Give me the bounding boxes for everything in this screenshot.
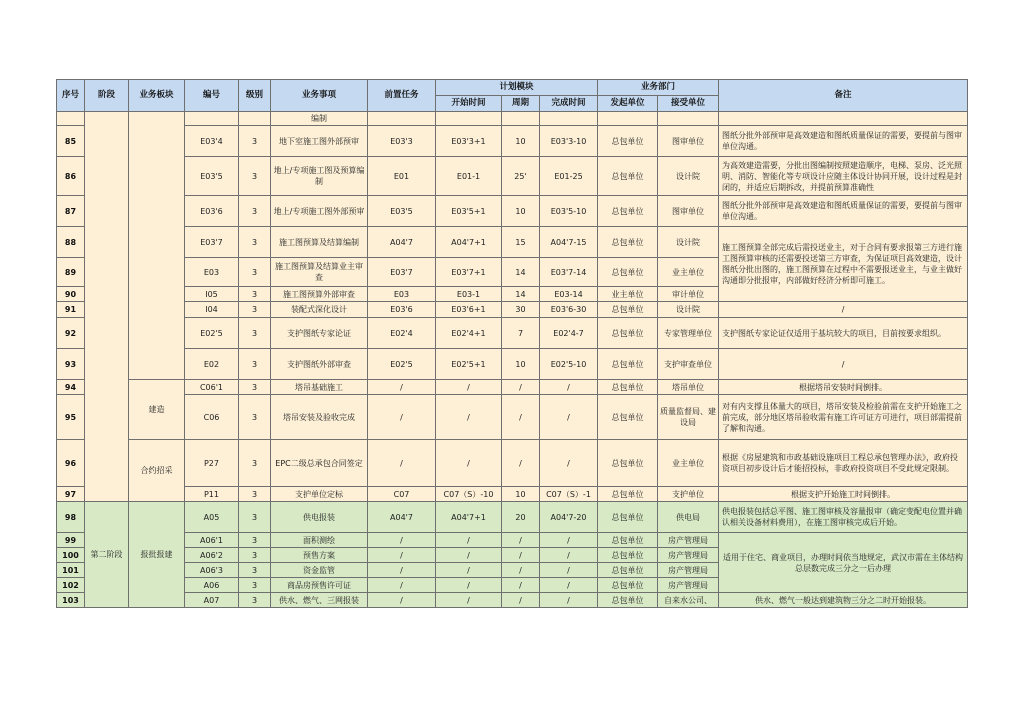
cell-start: E02'4+1 [436,318,502,349]
cell-pre: / [368,440,436,487]
stage-cell-second: 第二阶段 [85,502,129,608]
table-row [57,227,968,258]
cell-item: 施工图预算及结算编制 [271,227,368,258]
cell-receiver: 业主单位 [658,258,719,287]
cell-start: E01-1 [436,157,502,196]
cell-receiver: 房产管理局 [658,563,719,578]
cell-initiator: 总包单位 [598,548,658,563]
cell-pre: A04'7 [368,227,436,258]
cell-remark: 图纸分批外部预审是高效建造和图纸质量保证的需要，要提前与图审单位沟通。 [719,126,968,157]
cell-finish: / [540,395,598,440]
cell-initiator: 总包单位 [598,126,658,157]
cell-period [502,112,540,126]
header-receiver: 接受单位 [658,96,719,112]
cell-level: 3 [239,126,271,157]
cell-code: E03'6 [185,196,239,227]
cell-pre: / [368,533,436,548]
cell-level: 3 [239,227,271,258]
cell-initiator [598,112,658,126]
cell-receiver: 自来水公司、 [658,593,719,608]
cell-initiator: 总包单位 [598,157,658,196]
cell-period: 10 [502,196,540,227]
header-seq: 序号 [57,80,85,112]
header-plan: 计划模块 [436,80,598,96]
cell-finish: / [540,578,598,593]
cell-level: 3 [239,318,271,349]
table-row [57,380,968,395]
cell-no: 102 [57,578,85,593]
cell-receiver: 图审单位 [658,126,719,157]
cell-code: I05 [185,287,239,302]
cell-pre: E03 [368,287,436,302]
header-pre: 前置任务 [368,80,436,112]
table-row [57,487,968,502]
cell-receiver: 专家管理单位 [658,318,719,349]
cell-code: A06'3 [185,563,239,578]
sector-cell-build: 建造 [129,380,185,440]
cell-remark: 供水、燃气一般达到建筑物三分之二时开始报装。 [719,593,968,608]
cell-receiver: 支护审查单位 [658,349,719,380]
header-sector: 业务板块 [129,80,185,112]
cell-finish: E02'4-7 [540,318,598,349]
sector-cell-report: 报批报建 [129,502,185,608]
cell-no: 94 [57,380,85,395]
cell-receiver: 塔吊单位 [658,380,719,395]
cell-start: / [436,578,502,593]
cell-remark: 适用于住宅、商业项目，办理时间依当地规定，武汉市需在主体结构总层数完成三分之一后办理 [719,533,968,593]
sector-cell-contract: 合约招采 [129,440,185,502]
cell-no: 95 [57,395,85,440]
table-row [57,533,968,548]
cell-remark: 施工图预算全部完成后需投送业主，对于合同有要求报第三方进行施工图预算审核的还需要投送第三方审查，为保证项目高效建造，设计图纸分批出图的，施工图预算在过程中不需要报送业主，与业主做好沟通即分批报审，内部做好经济分析即可施工。 [719,227,968,302]
cell-initiator: 总包单位 [598,349,658,380]
cell-start: E03-1 [436,287,502,302]
cell-code: E03 [185,258,239,287]
stage-cell-blank [85,112,129,502]
table-row [57,395,968,440]
cell-level: 3 [239,287,271,302]
cell-start: / [436,548,502,563]
cell-pre: / [368,380,436,395]
cell-code: P11 [185,487,239,502]
cell-start: A04'7+1 [436,502,502,533]
cell-item: 地上/专项施工图外部预审 [271,196,368,227]
cell-level: 3 [239,440,271,487]
table-row [57,157,968,196]
cell-code: C06 [185,395,239,440]
cell-no: 96 [57,440,85,487]
cell-receiver: 质量监督局、建设局 [658,395,719,440]
cell-level: 3 [239,349,271,380]
cell-item: 塔吊安装及验收完成 [271,395,368,440]
cell-finish: E03'3-10 [540,126,598,157]
header-stage: 阶段 [85,80,129,112]
cell-no: 97 [57,487,85,502]
table-row [57,196,968,227]
cell-period: 14 [502,287,540,302]
cell-level: 3 [239,548,271,563]
cell-receiver: 房产管理局 [658,548,719,563]
cell-receiver: 设计院 [658,227,719,258]
cell-level: 3 [239,380,271,395]
table-row [57,126,968,157]
cell-level: 3 [239,563,271,578]
cell-initiator: 总包单位 [598,593,658,608]
cell-period: 10 [502,349,540,380]
cell-no: 93 [57,349,85,380]
cell-finish: / [540,593,598,608]
cell-level: 3 [239,302,271,318]
header-remark: 备注 [719,80,968,112]
cell-start: / [436,563,502,578]
cell-level: 3 [239,157,271,196]
cell-code: P27 [185,440,239,487]
cell-initiator: 总包单位 [598,578,658,593]
cell-pre: / [368,563,436,578]
cell-initiator: 总包单位 [598,533,658,548]
cell-pre: E03'5 [368,196,436,227]
cell-code: A05 [185,502,239,533]
cell-remark: 图纸分批外部预审是高效建造和图纸质量保证的需要，要提前与图审单位沟通。 [719,196,968,227]
cell-remark: 根据支护开始施工时间倒排。 [719,487,968,502]
cell-finish: E02'5-10 [540,349,598,380]
cell-start: A04'7+1 [436,227,502,258]
cell-pre: E03'7 [368,258,436,287]
cell-receiver: 图审单位 [658,196,719,227]
cell-period: / [502,533,540,548]
cell-period: / [502,380,540,395]
cell-finish: E03'7-14 [540,258,598,287]
cell-pre: E02'5 [368,349,436,380]
cell-finish: E01-25 [540,157,598,196]
cell-level: 3 [239,593,271,608]
cell-item: 商品房预售许可证 [271,578,368,593]
cell-period: 20 [502,502,540,533]
cell-no: 92 [57,318,85,349]
cell-period: 30 [502,302,540,318]
cell-code: E02 [185,349,239,380]
header-dept: 业务部门 [598,80,719,96]
cell-initiator: 总包单位 [598,196,658,227]
cell-initiator: 总包单位 [598,227,658,258]
cell-initiator: 总包单位 [598,380,658,395]
cell-finish: / [540,563,598,578]
cell-item: 施工图预算及结算业主审查 [271,258,368,287]
cell-receiver: 房产管理局 [658,533,719,548]
cell-item: 供电报装 [271,502,368,533]
cell-no: 91 [57,302,85,318]
cell-pre [368,112,436,126]
cell-remark: / [719,349,968,380]
cell-level: 3 [239,578,271,593]
cell-item: 编制 [271,112,368,126]
cell-pre: C07 [368,487,436,502]
cell-no: 88 [57,227,85,258]
cell-receiver [658,112,719,126]
cell-no: 90 [57,287,85,302]
cell-no: 99 [57,533,85,548]
cell-start: / [436,380,502,395]
sector-cell-design [129,112,185,380]
cell-initiator: 业主单位 [598,287,658,302]
cell-item: 施工图预算外部审查 [271,287,368,302]
cell-item: 塔吊基础施工 [271,380,368,395]
cell-pre: E03'6 [368,302,436,318]
cell-start: E03'7+1 [436,258,502,287]
cell-no: 89 [57,258,85,287]
cell-receiver: 业主单位 [658,440,719,487]
table-row [57,318,968,349]
cell-finish: E03'6-30 [540,302,598,318]
cell-period: 10 [502,126,540,157]
cell-no: 85 [57,126,85,157]
cell-start: C07（S）-10 [436,487,502,502]
cell-level: 3 [239,258,271,287]
cell-initiator: 总包单位 [598,502,658,533]
cell-period: / [502,395,540,440]
cell-initiator: 总包单位 [598,487,658,502]
cell-period: 14 [502,258,540,287]
cell-item: 装配式深化设计 [271,302,368,318]
cell-item: 面积测绘 [271,533,368,548]
header-code: 编号 [185,80,239,112]
cell-finish [540,112,598,126]
cell-item: 支护图纸外部审查 [271,349,368,380]
cell-receiver: 房产管理局 [658,578,719,593]
cell-finish: A04'7-20 [540,502,598,533]
cell-item: 支护图纸专家论证 [271,318,368,349]
cell-period: 15 [502,227,540,258]
table-row [57,349,968,380]
cell-code [185,112,239,126]
cell-start: / [436,593,502,608]
cell-start: / [436,395,502,440]
cell-finish: E03-14 [540,287,598,302]
cell-period: / [502,548,540,563]
cell-code: A06 [185,578,239,593]
cell-pre: E02'4 [368,318,436,349]
cell-period: 25' [502,157,540,196]
header-start: 开始时间 [436,96,502,112]
header-initiator: 发起单位 [598,96,658,112]
cell-level: 3 [239,533,271,548]
cell-item: 资金监管 [271,563,368,578]
cell-period: 7 [502,318,540,349]
cell-start: E02'5+1 [436,349,502,380]
cell-remark: 为高效建造需要，分批出图编制按照建造顺序，电梯、泵房、泛光照明、消防、智能化等专项设计应随主体设计协同开展，设计过程是封闭的，并适应后期拆改，并提前预算准确性 [719,157,968,196]
cell-code: A06'2 [185,548,239,563]
cell-remark [719,112,968,126]
cell-period: / [502,593,540,608]
cell-period: / [502,578,540,593]
cell-no: 86 [57,157,85,196]
cell-start: E03'5+1 [436,196,502,227]
cell-finish: / [540,533,598,548]
header-level: 级别 [239,80,271,112]
cell-code: E02'5 [185,318,239,349]
cell-start: / [436,440,502,487]
cell-start: / [436,533,502,548]
cell-period: / [502,563,540,578]
cell-item: 供水、燃气、三网报装 [271,593,368,608]
header-period: 周期 [502,96,540,112]
cell-pre: / [368,395,436,440]
cell-code: I04 [185,302,239,318]
cell-level [239,112,271,126]
header-finish: 完成时间 [540,96,598,112]
cell-pre: / [368,593,436,608]
cell-receiver: 设计院 [658,302,719,318]
table-row [57,302,968,318]
cell-no: 87 [57,196,85,227]
cell-finish: / [540,440,598,487]
cell-finish: A04'7-15 [540,227,598,258]
cell-level: 3 [239,196,271,227]
cell-code: A06'1 [185,533,239,548]
cell-receiver: 审计单位 [658,287,719,302]
cell-level: 3 [239,395,271,440]
cell-item: 预售方案 [271,548,368,563]
cell-remark: 供电报装包括总平图、施工图审核及容量报审（确定变配电位置并确认相关设备材料费用），在施工图审核完成后开始。 [719,502,968,533]
cell-code: C06'1 [185,380,239,395]
cell-start: E03'6+1 [436,302,502,318]
cell-no [57,112,85,126]
cell-remark: 根据塔吊安装时间倒排。 [719,380,968,395]
cell-no: 100 [57,548,85,563]
cell-pre: E01 [368,157,436,196]
cell-finish: / [540,548,598,563]
cell-pre: A04'7 [368,502,436,533]
cell-item: 支护单位定标 [271,487,368,502]
table-row [57,593,968,608]
header-item: 业务事项 [271,80,368,112]
cell-receiver: 设计院 [658,157,719,196]
cell-period: / [502,440,540,487]
cell-initiator: 总包单位 [598,302,658,318]
cell-initiator: 总包单位 [598,395,658,440]
cell-receiver: 支护单位 [658,487,719,502]
cell-initiator: 总包单位 [598,318,658,349]
table-row [57,502,968,533]
cell-finish: / [540,380,598,395]
cell-pre: / [368,548,436,563]
cell-remark: 支护图纸专家论证仅适用于基坑较大的项目，目前按要求组织。 [719,318,968,349]
cell-code: E03'4 [185,126,239,157]
cell-finish: E03'5-10 [540,196,598,227]
cell-no: 103 [57,593,85,608]
cell-item: EPC二级总承包合同签定 [271,440,368,487]
cell-no: 98 [57,502,85,533]
cell-remark: 根据《房屋建筑和市政基础设施项目工程总承包管理办法》，政府投资项目初步设计后才能招投标，非政府投资项目不受此规定限制。 [719,440,968,487]
task-plan-table [56,79,968,608]
cell-pre: / [368,578,436,593]
cell-level: 3 [239,487,271,502]
cell-code: A07 [185,593,239,608]
cell-period: 10 [502,487,540,502]
cell-remark: 对有内支撑且体量大的项目，塔吊安装及检验前需在支护开始施工之前完成，部分地区塔吊验收需有施工许可证方可进行，项目部需提前了解和沟通。 [719,395,968,440]
table-row [57,440,968,487]
cell-initiator: 总包单位 [598,440,658,487]
cell-item: 地上/专项施工图及预算编制 [271,157,368,196]
cell-level: 3 [239,502,271,533]
cell-start: E03'3+1 [436,126,502,157]
cell-finish: C07（S）-1 [540,487,598,502]
cell-no: 101 [57,563,85,578]
cell-pre: E03'3 [368,126,436,157]
cell-initiator: 总包单位 [598,563,658,578]
cell-receiver: 供电局 [658,502,719,533]
cell-start [436,112,502,126]
cell-remark: / [719,302,968,318]
cell-code: E03'7 [185,227,239,258]
cell-initiator: 总包单位 [598,258,658,287]
cell-code: E03'5 [185,157,239,196]
cell-item: 地下室施工图外部预审 [271,126,368,157]
